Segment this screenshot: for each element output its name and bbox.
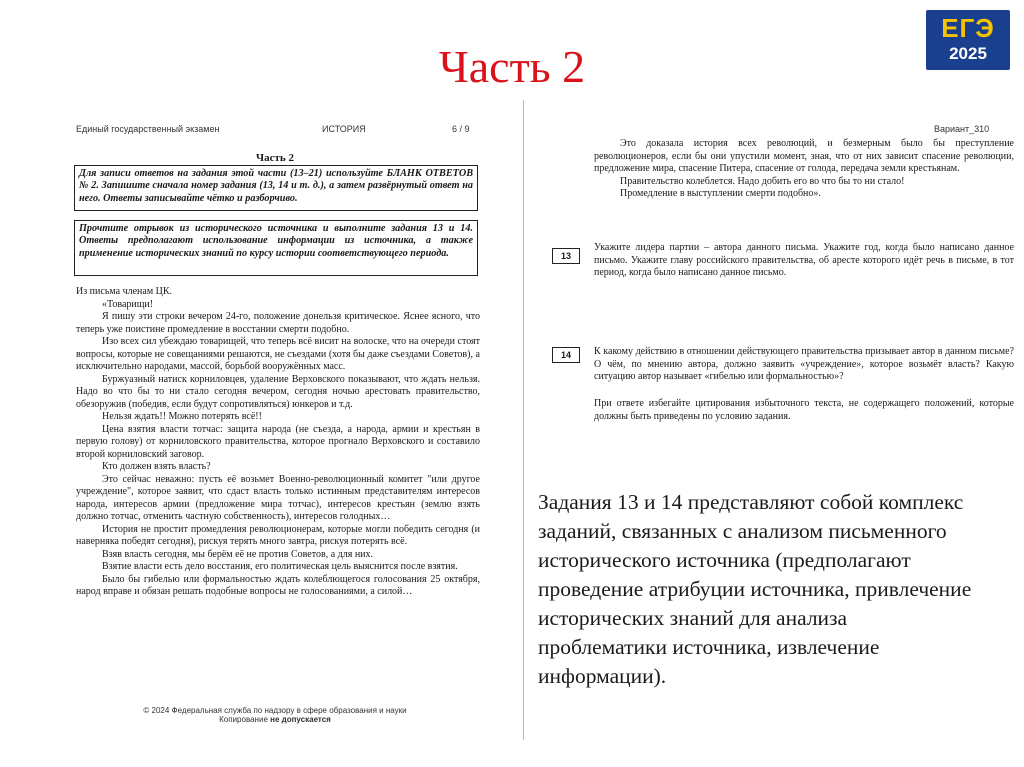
source-paragraph: «Товарищи! xyxy=(102,298,154,310)
source-paragraph: Изо всех сил убеждаю товарищей, что теперь всё висит на волоске, что на очереди стоят вопросы, которые не совещаниями решаются, не съездами (хотя бы даже съездами Советов), а исключительно народами, массой, борьбой вооружённых масс. xyxy=(76,336,480,372)
page-footer xyxy=(70,706,480,724)
source-paragraph: Взяв власть сегодня, мы берём её не против Советов, а для них. xyxy=(102,548,374,560)
ege-logo-text: ЕГЭ xyxy=(941,13,995,43)
task-13-number: 13 xyxy=(552,248,580,264)
variant-label: Вариант_310 xyxy=(934,124,990,134)
source-paragraph: Промедление в выступлении смерти подобно». xyxy=(620,188,821,199)
task-14-note: При ответе избегайте цитирования избыточного текста, не содержащего положений, которые должны быть приведены по условию задания. xyxy=(594,398,1014,422)
task-13-text: Укажите лидера партии – автора данного письма. Укажите год, когда было написано данное письмо. Укажите главу российского правительства, об аресте которого идёт речь в письме, в тот период, когда было написано данное письмо. xyxy=(594,242,1014,278)
source-paragraph: Это доказала история всех революций, и безмерным было бы преступление революционеров, если бы они упустили момент, зная, что от них зависит спасение революции, предложение мира, спасение Питера, спасение от голода, передача земли крестьянам. xyxy=(594,138,1014,174)
task-14-text: К какому действию в отношении действующего правительства призывает автор в данном письме? О чём, по мнению автора, должно заявить «учреждение», которое возьмёт власть? Какую ситуацию автор называет «гибелью или формальностью»? xyxy=(594,346,1014,382)
copy-notice: Копирование не допускается xyxy=(219,715,331,724)
source-paragraph: Было бы гибелью или формальностью ждать колеблющегося голосования 25 октября, народ вправе и обязан решать подобные вопросы не голосованиями, а силой… xyxy=(76,573,480,597)
slide-description: Задания 13 и 14 представляют собой комплекс заданий, связанных с анализом письменного исторического источника (предполагают проведение атрибуции источника, привлечение исторических знаний для анализа проблематики источника, извлечение информации). xyxy=(538,490,972,688)
ege-logo-year: 2025 xyxy=(949,44,987,63)
source-instruction-box: Прочтите отрывок из исторического источника и выполните задания 13 и 14. Ответы предполагают использование информации из источника, а также применение исторических знаний по курсу истории соответствующего периода. xyxy=(74,220,478,276)
source-paragraph: Я пишу эти строки вечером 24-го, положение донельзя критическое. Яснее ясного, что теперь уже поистине промедление в восстании смерти подобно. xyxy=(76,311,480,335)
slide-title: Часть 2 xyxy=(438,41,586,92)
task-14-number: 14 xyxy=(552,347,580,363)
source-paragraph: Это сейчас неважно: пусть её возьмет Военно-революционный комитет "или другое учреждение", которое заявит, что сдаст власть только истинным представителям интересов народа, интересов армии (предложение мира тотчас), интересов крестьян (землю взять должно тотчас, отменить частную собственность), интересов голодных… xyxy=(76,473,480,522)
source-paragraph: Взятие власти есть дело восстания, его политическая цель выяснится после взятия. xyxy=(102,561,458,572)
source-text xyxy=(76,286,480,599)
source-text-continued xyxy=(594,138,1014,201)
source-paragraph: История не простит промедления революционерам, которые могли победить сегодня (и наверняка победят сегодня), рискуя терять много завтра, рискуя потерять всё. xyxy=(76,523,480,547)
source-paragraph: Буржуазный натиск корниловцев, удаление Верховского показывают, что ждать нельзя. Надо во что бы то ни стало сегодня вечером, сегодня ночью арестовать правительство, обезоружив (победив, если будут сопротивляться) юнкеров и т.д. xyxy=(76,373,480,410)
exam-page-left xyxy=(70,118,480,738)
page-header-left: Единый государственный экзамен xyxy=(76,124,220,134)
copyright-line: © 2024 Федеральная служба по надзору в сфере образования и науки xyxy=(143,706,407,715)
source-paragraph: Кто должен взять власть? xyxy=(102,461,211,472)
ege-logo xyxy=(926,10,1010,70)
exam-page-right xyxy=(550,118,1020,478)
source-paragraph: Нельзя ждать!! Можно потерять всё!! xyxy=(102,411,262,422)
source-paragraph: Правительство колеблется. Надо добить его во что бы то ни стало! xyxy=(620,175,905,187)
part-title: Часть 2 xyxy=(256,152,294,164)
source-paragraph: Из письма членам ЦК. xyxy=(76,286,173,297)
page-header-subject: ИСТОРИЯ xyxy=(322,124,366,134)
page-number: 6 / 9 xyxy=(452,124,470,134)
page-divider xyxy=(523,100,524,740)
source-paragraph: Цена взятия власти тотчас: защита народа (не съезда, а народа, армии и крестьян в первую голову) от корниловского правительства, которое прогнало Верховского и составило второй корниловский заговор. xyxy=(76,423,480,460)
instruction-box: Для записи ответов на задания этой части (13–21) используйте БЛАНК ОТВЕТОВ № 2. Запишите сначала номер задания (13, 14 и т. д.), а затем развёрнутый ответ на него. Ответы записывайте чётко и разборчиво. xyxy=(74,165,478,211)
